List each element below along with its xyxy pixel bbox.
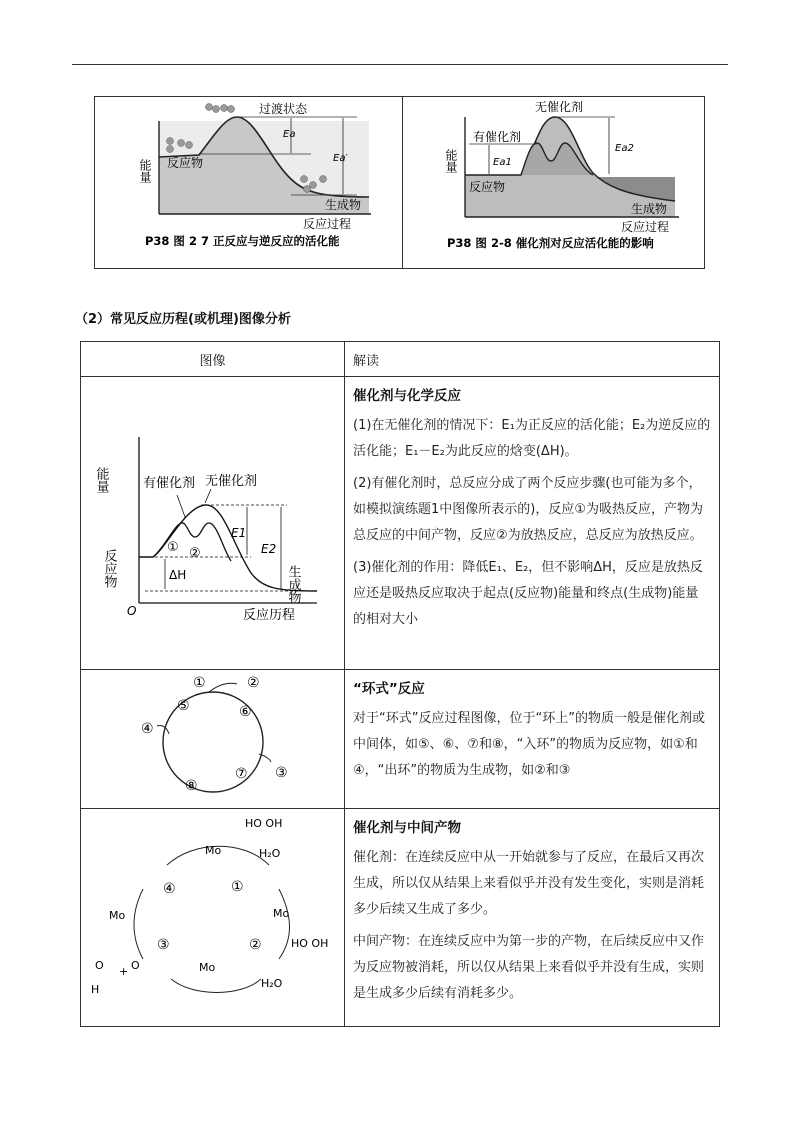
table-row bbox=[81, 377, 720, 670]
figure-left-energy-diagram bbox=[95, 97, 401, 268]
g1-x-axis-label: 反应历程 bbox=[243, 608, 296, 623]
row1-graph-cell bbox=[81, 377, 345, 670]
mech-aldehyde-o: O bbox=[95, 959, 104, 972]
ring-exit-arrow-2 bbox=[209, 683, 237, 692]
row1-text-cell bbox=[345, 377, 720, 670]
g1-uncat-label: 无催化剂 bbox=[205, 474, 258, 489]
g1-reactant-label: 反应物 bbox=[101, 549, 117, 588]
g1-y-axis-label: 能量 bbox=[93, 467, 109, 493]
mech-mo-left: Mo bbox=[109, 909, 126, 922]
mech-ketone-o: O bbox=[131, 959, 140, 972]
analysis-table bbox=[80, 341, 720, 1027]
mech-right-arc bbox=[279, 889, 290, 959]
left-x-axis-label: 反应过程 bbox=[303, 217, 352, 231]
figure-box bbox=[94, 96, 705, 269]
row3-text-cell bbox=[345, 809, 720, 1027]
table-header-row bbox=[81, 342, 720, 377]
row1-p1: (1)在无催化剂的情况下：E₁为正反应的活化能；E₂为逆反应的活化能；E₁－E₂为此反应的焓变(ΔH)。 bbox=[353, 418, 711, 459]
right-ea1-label: Ea1 bbox=[493, 157, 512, 168]
g1-step1: ① bbox=[167, 540, 179, 555]
left-ea-prime-label: Ea′ bbox=[333, 153, 348, 164]
mech-mo-bottom: Mo bbox=[199, 961, 216, 974]
header-image: 图像 bbox=[81, 342, 345, 377]
row3-title: 催化剂与中间产物 bbox=[353, 820, 461, 836]
g1-cat-pointer bbox=[177, 495, 185, 517]
row2-title: “环式”反应 bbox=[353, 681, 425, 697]
ring-n8: ⑧ bbox=[185, 778, 198, 794]
ring-n1: ① bbox=[193, 675, 206, 691]
row2-cycle-cell bbox=[81, 670, 345, 809]
left-y-axis-label: 能量 bbox=[138, 159, 152, 183]
right-y-axis-label: 能量 bbox=[444, 149, 458, 173]
g1-product-label: 生成物 bbox=[285, 565, 301, 604]
row3-mechanism-cell bbox=[81, 809, 345, 1027]
mech-aldehyde-h: H bbox=[91, 983, 100, 996]
row1-p2: (2)有催化剂时，总反应分成了两个反应步骤(也可能为多个，如模拟演练题1中图像所表示的)，反应①为吸热反应，产物为总反应的中间产物，反应②为放热反应，总反应为放热反应。 bbox=[353, 476, 703, 543]
top-rule bbox=[72, 64, 728, 65]
mo-catalyst-mechanism bbox=[81, 809, 343, 1025]
ring-enter-arrow-4 bbox=[157, 725, 169, 734]
left-ea-label: Ea bbox=[283, 129, 296, 140]
g1-cat-label: 有催化剂 bbox=[143, 476, 196, 491]
left-product-label: 生成物 bbox=[325, 198, 362, 212]
row1-title: 催化剂与化学反应 bbox=[353, 388, 461, 404]
g1-e1-label: E1 bbox=[231, 526, 247, 540]
mech-step3: ③ bbox=[157, 937, 170, 953]
ring-n6: ⑥ bbox=[239, 704, 252, 720]
left-reactant-label: 反应物 bbox=[167, 156, 204, 170]
ring-n4: ④ bbox=[141, 721, 154, 737]
table-row bbox=[81, 670, 720, 809]
right-x-axis-label: 反应过程 bbox=[621, 220, 670, 234]
section-title: （2）常见反应历程(或机理)图像分析 bbox=[75, 312, 291, 327]
figure-right-energy-diagram bbox=[403, 97, 705, 268]
right-reactant-label: 反应物 bbox=[469, 180, 506, 194]
mech-diol-right: HO OH bbox=[291, 937, 329, 950]
table-row bbox=[81, 809, 720, 1027]
ring-n7: ⑦ bbox=[235, 766, 248, 782]
mech-h2o-top: H₂O bbox=[259, 847, 281, 860]
row2-p1: 对于“环式”反应过程图像，位于“环上”的物质一般是催化剂或中间体，如⑤、⑥、⑦和⑧，“入环”的物质为反应物，如①和④，“出环”的物质为生成物，如②和③ bbox=[353, 711, 705, 778]
right-ea2-label: Ea2 bbox=[615, 143, 634, 154]
row2-text-cell bbox=[345, 670, 720, 809]
mech-mo-top: Mo bbox=[205, 844, 222, 857]
mech-mo-right: Mo bbox=[273, 907, 290, 920]
ring-n2: ② bbox=[247, 675, 260, 691]
right-caption: P38 图 2-8 催化剂对反应活化能的影响 bbox=[447, 236, 654, 250]
mech-bottom-arc bbox=[171, 979, 261, 993]
ring-n3: ③ bbox=[275, 765, 288, 781]
mech-step2: ② bbox=[249, 937, 262, 953]
header-interpretation: 解读 bbox=[345, 342, 720, 377]
row3-p2: 中间产物：在连续反应中为第一步的产物，在后续反应中又作为反应物被消耗，所以仅从结果上来看似乎并没有生成，实则是生成多少后续有消耗多少。 bbox=[353, 934, 705, 1001]
g1-e2-label: E2 bbox=[261, 542, 277, 556]
row1-p3: (3)催化剂的作用：降低E₁、E₂，但不影响ΔH，反应是放热反应还是吸热反应取决于起点(反应物)能量和终点(生成物)能量的相对大小 bbox=[353, 560, 703, 627]
mech-plus: + bbox=[119, 965, 129, 978]
g1-uncat-pointer bbox=[205, 489, 211, 503]
mech-step1: ① bbox=[231, 879, 244, 895]
mech-step4: ④ bbox=[163, 881, 176, 897]
ring-n5: ⑤ bbox=[177, 698, 190, 714]
ring-reaction-diagram bbox=[81, 670, 343, 808]
g1-step2: ② bbox=[189, 546, 201, 561]
right-product-label: 生成物 bbox=[631, 202, 668, 216]
mech-left-arc bbox=[134, 889, 143, 959]
mech-diol-top: HO OH bbox=[245, 817, 283, 830]
catalyst-energy-graph bbox=[81, 377, 343, 669]
left-caption: P38 图 2 7 正反应与逆反应的活化能 bbox=[145, 234, 340, 248]
g1-origin: O bbox=[127, 604, 137, 618]
mech-h2o-bottom: H₂O bbox=[261, 977, 283, 990]
g1-dh-label: ΔH bbox=[169, 568, 187, 582]
row3-p1: 催化剂：在连续反应中从一开始就参与了反应，在最后又再次生成，所以仅从结果上来看似乎并没有发生变化，实则是消耗多少后续又生成了多少。 bbox=[353, 850, 705, 917]
left-transition-label: 过渡状态 bbox=[259, 102, 308, 116]
right-cat-label: 有催化剂 bbox=[473, 130, 522, 144]
right-uncat-label: 无催化剂 bbox=[535, 100, 584, 114]
